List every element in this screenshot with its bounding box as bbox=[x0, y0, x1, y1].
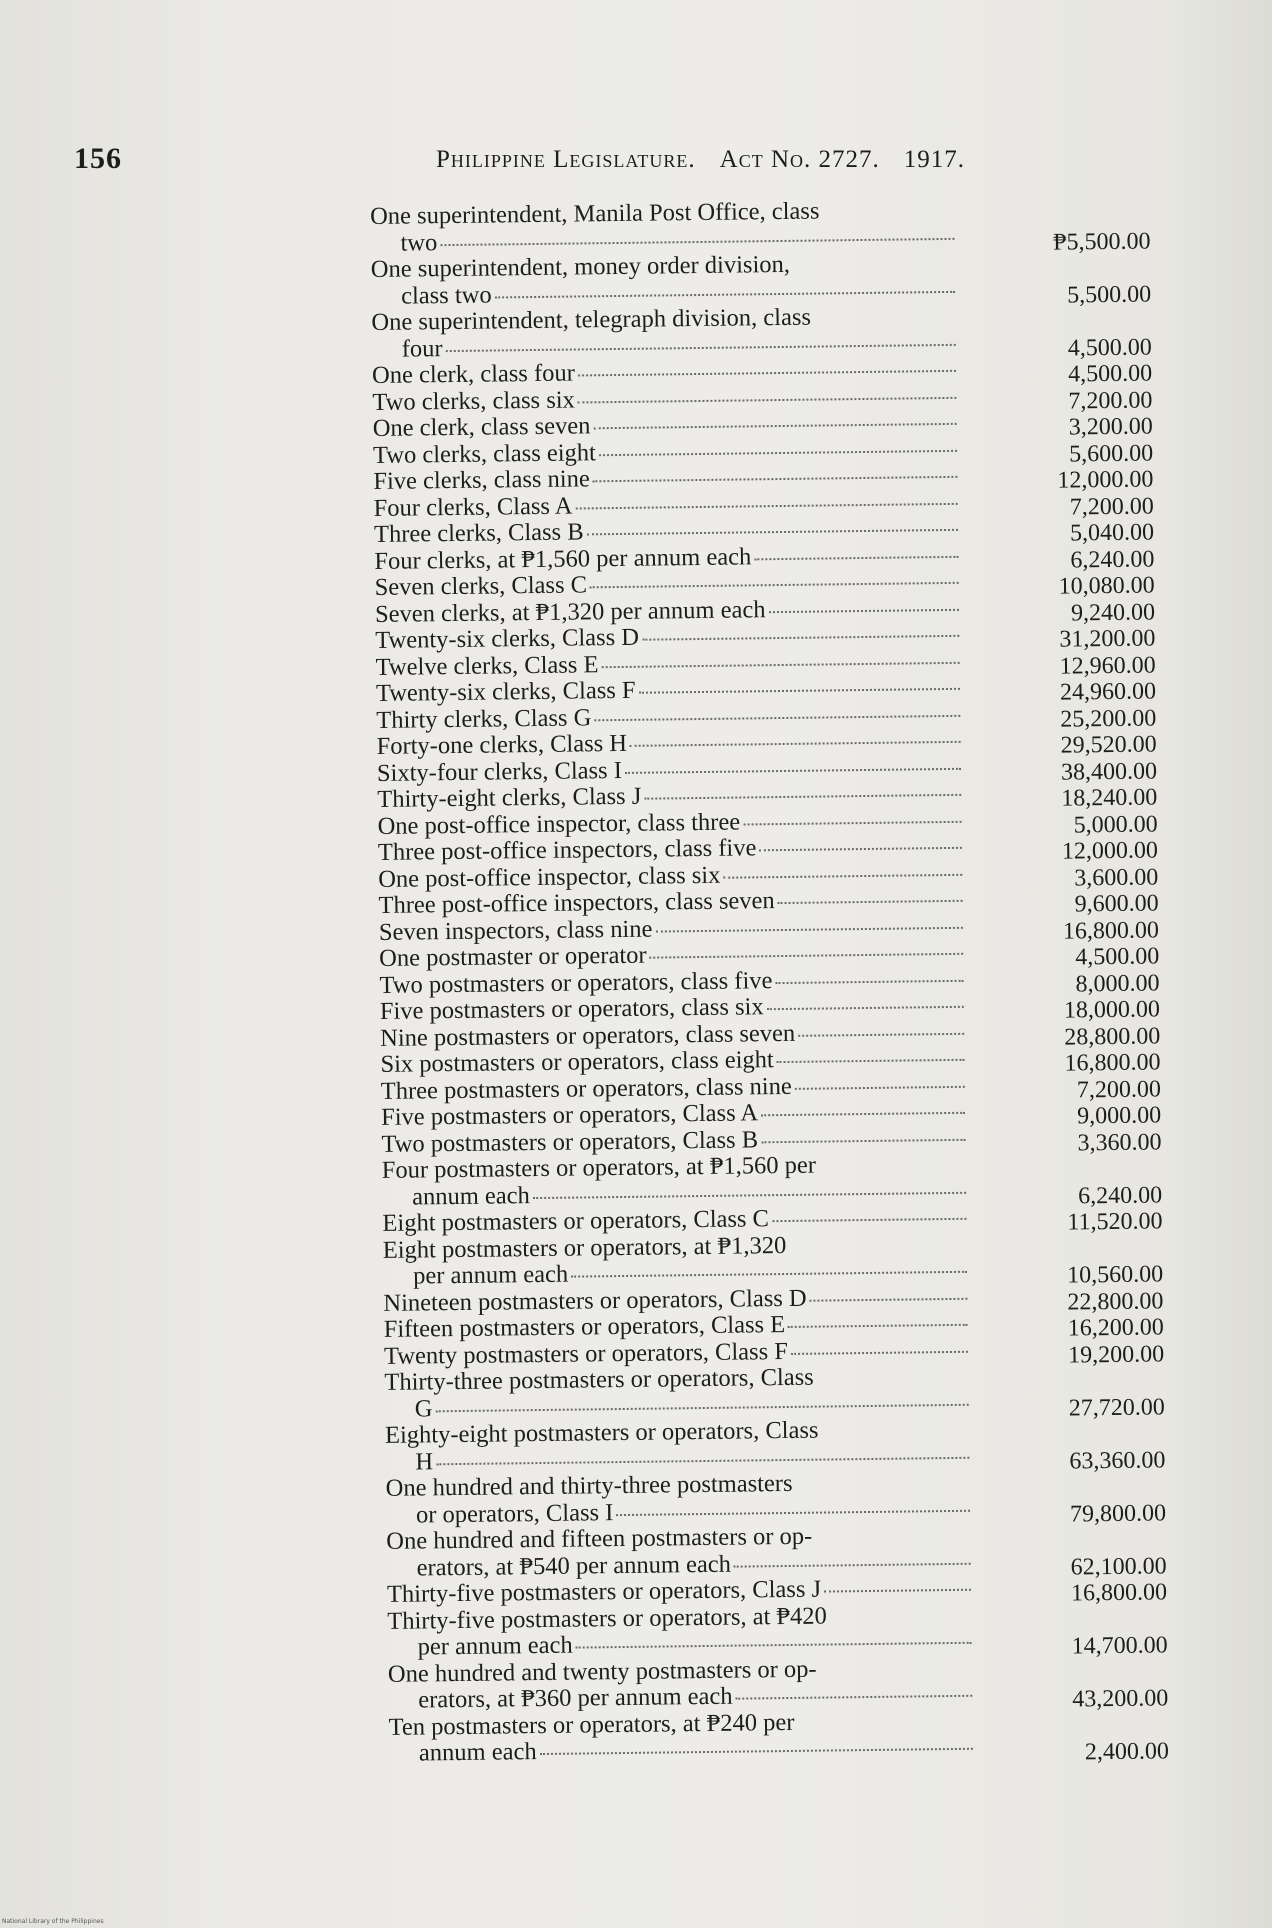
entry-line-text: Twelve clerks, Class E bbox=[375, 650, 599, 681]
entry-line-text: Thirty-eight clerks, Class J bbox=[377, 782, 642, 813]
entry-amount: 12,960.00 bbox=[1059, 651, 1156, 680]
entry-description bbox=[385, 1416, 970, 1476]
dot-leader bbox=[571, 1270, 967, 1278]
entry-line-text: Thirty-three postmasters or operators, Class bbox=[384, 1363, 814, 1396]
dot-leader bbox=[435, 1402, 968, 1412]
entry-row bbox=[388, 1652, 1169, 1715]
entry-amount: 7,200.00 bbox=[1069, 492, 1154, 520]
running-head bbox=[436, 146, 965, 174]
entry-amount: 3,600.00 bbox=[1074, 863, 1159, 891]
entry-description bbox=[371, 303, 956, 363]
entry-amount: 14,700.00 bbox=[1071, 1632, 1168, 1660]
entry-amount: 12,000.00 bbox=[1061, 837, 1159, 865]
entry-line-text: or operators, Class I bbox=[415, 1498, 614, 1529]
entry-line-text: annum each bbox=[418, 1738, 537, 1767]
entry-amount: 28,800.00 bbox=[1064, 1022, 1161, 1051]
dot-leader bbox=[590, 581, 959, 589]
entry-row bbox=[385, 1413, 1166, 1476]
entry-amount: 38,400.00 bbox=[1060, 757, 1158, 786]
entry-line-text: Nine postmasters or operators, class seven bbox=[380, 1019, 796, 1052]
entry-amount: 5,600.00 bbox=[1068, 439, 1154, 467]
page-number: 156 bbox=[74, 142, 122, 175]
entry-description bbox=[370, 197, 955, 257]
entry-line-text: Two postmasters or operators, class five bbox=[379, 966, 773, 999]
entry-amount: 3,360.00 bbox=[1077, 1128, 1162, 1156]
dot-leader bbox=[736, 1694, 973, 1700]
entry-description bbox=[388, 1654, 973, 1714]
dot-leader bbox=[655, 925, 962, 932]
entry-row bbox=[388, 1705, 1169, 1768]
entry-description bbox=[386, 1469, 971, 1529]
entry-line-text: Seven inspectors, class nine bbox=[378, 915, 653, 946]
entry-amount: 8,000.00 bbox=[1075, 969, 1160, 997]
entry-line-text: Twenty-six clerks, Class F bbox=[375, 676, 636, 707]
entry-amount: 16,800.00 bbox=[1064, 1049, 1161, 1077]
dot-leader bbox=[436, 1455, 969, 1465]
entry-line-text: Two postmasters or operators, Class B bbox=[381, 1125, 759, 1158]
entry-line-text: One superintendent, money order division, bbox=[370, 250, 791, 283]
dot-leader bbox=[723, 872, 962, 878]
entry-amount: 4,500.00 bbox=[1075, 943, 1160, 971]
entry-row bbox=[384, 1360, 1165, 1423]
dot-leader bbox=[639, 687, 960, 694]
entry-line-text: One hundred and thirty-three postmasters bbox=[385, 1469, 793, 1502]
entry-line-text: Seven clerks, at ₱1,320 per annum each bbox=[374, 595, 766, 628]
entry-amount: 7,200.00 bbox=[1076, 1075, 1162, 1103]
entry-amount: 6,240.00 bbox=[1070, 545, 1155, 573]
dot-leader bbox=[734, 1561, 971, 1567]
entry-amount: 19,200.00 bbox=[1067, 1340, 1165, 1369]
entry-row bbox=[382, 1148, 1163, 1211]
entry-line-text: Seven clerks, Class C bbox=[374, 571, 588, 601]
entry-line-text: annum each bbox=[411, 1181, 530, 1211]
dot-leader bbox=[772, 1217, 967, 1222]
entry-line-text: One hundred and twenty postmasters or op- bbox=[387, 1655, 817, 1688]
dot-leader bbox=[798, 1031, 964, 1036]
entry-amount: 5,040.00 bbox=[1069, 519, 1155, 547]
entry-description bbox=[388, 1707, 973, 1767]
dot-leader bbox=[795, 1084, 965, 1089]
dot-leader bbox=[578, 395, 957, 403]
dot-leader bbox=[778, 899, 963, 904]
entry-line-text: Four clerks, at ₱1,560 per annum each bbox=[374, 542, 752, 575]
dot-leader bbox=[767, 1005, 964, 1010]
dot-leader bbox=[594, 713, 960, 720]
entry-line-text: Five clerks, class nine bbox=[373, 465, 590, 495]
entry-amount: 5,500.00 bbox=[1067, 280, 1152, 308]
entry-line-text: Six postmasters or operators, class eight bbox=[380, 1046, 774, 1078]
entry-description bbox=[371, 250, 956, 310]
entry-line-text: Thirty-five postmasters or operators, Class J bbox=[386, 1575, 822, 1608]
entry-line-text: Four postmasters or operators, at ₱1,560 per bbox=[381, 1151, 817, 1184]
entry-line-text: One postmaster or operator bbox=[379, 941, 647, 972]
entry-line-text: Three postmasters or operators, class nine bbox=[380, 1072, 792, 1105]
dot-leader bbox=[642, 634, 959, 641]
entry-amount: 24,960.00 bbox=[1059, 678, 1157, 706]
dot-leader bbox=[630, 740, 961, 747]
entry-line-text: Nineteen postmasters or operators, Class D bbox=[383, 1284, 807, 1317]
dot-leader bbox=[824, 1588, 971, 1593]
dot-leader bbox=[761, 1137, 965, 1142]
entry-line-text: One clerk, class four bbox=[371, 359, 575, 389]
entry-amount: 22,800.00 bbox=[1067, 1287, 1164, 1316]
entry-line-text: Two clerks, class six bbox=[372, 386, 575, 416]
dot-leader bbox=[791, 1349, 968, 1354]
dot-leader bbox=[495, 289, 956, 298]
entry-amount: 43,200.00 bbox=[1072, 1685, 1169, 1713]
entry-amount: 16,800.00 bbox=[1062, 916, 1160, 945]
entry-line-text: Five postmasters or operators, Class A bbox=[380, 1099, 759, 1131]
dot-leader bbox=[743, 819, 961, 825]
running-head-title: Philippine Legislature. bbox=[436, 146, 696, 173]
dot-leader bbox=[761, 1111, 965, 1116]
entry-description bbox=[382, 1151, 967, 1211]
entry-amount: 10,080.00 bbox=[1058, 572, 1155, 600]
entry-amount: 9,600.00 bbox=[1074, 890, 1159, 918]
entry-amount: 12,000.00 bbox=[1057, 466, 1154, 494]
entry-line-text: One superintendent, telegraph division, class bbox=[371, 303, 812, 336]
entry-line bbox=[389, 1734, 973, 1768]
entry-amount: 62,100.00 bbox=[1070, 1552, 1167, 1581]
entry-line-text: One hundred and fifteen postmasters or op- bbox=[386, 1522, 813, 1555]
dot-leader bbox=[788, 1323, 968, 1328]
entry-line-text: Twenty-six clerks, Class D bbox=[375, 623, 640, 654]
entry-row bbox=[383, 1228, 1164, 1291]
entry-description bbox=[383, 1230, 968, 1290]
scan-credit: National Library of the Philippines bbox=[2, 1918, 104, 1925]
entry-line-text: Three post-office inspectors, class seven bbox=[378, 887, 775, 919]
entry-amount: 31,200.00 bbox=[1059, 625, 1156, 653]
dot-leader bbox=[616, 1508, 970, 1515]
running-head-act: Act No. 2727. bbox=[719, 146, 880, 173]
entry-amount: 27,720.00 bbox=[1068, 1393, 1165, 1422]
dot-leader bbox=[593, 475, 958, 482]
running-head-year: 1917. bbox=[903, 146, 966, 173]
entry-line-text: per annum each bbox=[417, 1631, 573, 1661]
entry-amount: 9,000.00 bbox=[1077, 1102, 1162, 1130]
entry-amount: 11,520.00 bbox=[1067, 1208, 1163, 1236]
entry-amount: ₱5,500.00 bbox=[1052, 227, 1151, 256]
entry-line-text: Thirty clerks, Class G bbox=[376, 703, 592, 734]
entry-amount: 16,800.00 bbox=[1070, 1579, 1168, 1607]
dot-leader bbox=[769, 607, 959, 612]
entry-line-text: One post-office inspector, class six bbox=[378, 861, 721, 893]
dot-leader bbox=[578, 369, 956, 377]
dot-leader bbox=[587, 528, 958, 536]
entry-line-text: Fifteen postmasters or operators, Class E bbox=[383, 1311, 786, 1343]
entry-row bbox=[386, 1519, 1167, 1582]
appropriation-list bbox=[370, 194, 1169, 1767]
entry-line-text: Five postmasters or operators, class six bbox=[379, 993, 764, 1025]
entry-line-text: One post-office inspector, class three bbox=[377, 808, 741, 840]
entry-row bbox=[386, 1466, 1167, 1529]
entry-amount: 3,200.00 bbox=[1068, 413, 1153, 441]
dot-leader bbox=[625, 766, 961, 773]
entry-amount: 29,520.00 bbox=[1060, 731, 1157, 759]
entry-line-text: four bbox=[401, 334, 443, 363]
entry-line-text: erators, at ₱360 per annum each bbox=[418, 1682, 733, 1714]
entry-description bbox=[384, 1363, 969, 1423]
entry-amount: 63,360.00 bbox=[1069, 1446, 1166, 1475]
entry-row bbox=[371, 300, 1152, 363]
entry-line-text: One clerk, class seven bbox=[372, 412, 591, 442]
dot-leader bbox=[601, 660, 959, 667]
entry-line-text: Eighty-eight postmasters or operators, Class bbox=[384, 1416, 819, 1449]
dot-leader bbox=[599, 448, 957, 455]
entry-line-text: H bbox=[415, 1447, 434, 1476]
entry-line-text: G bbox=[414, 1394, 433, 1423]
entry-row bbox=[387, 1599, 1168, 1662]
dot-leader bbox=[650, 952, 964, 959]
entry-amount: 4,500.00 bbox=[1067, 360, 1153, 388]
dot-leader bbox=[754, 554, 958, 559]
entry-amount: 7,200.00 bbox=[1068, 386, 1153, 414]
entry-line-text: One superintendent, Manila Post Office, class bbox=[369, 197, 820, 230]
entry-line-text: two bbox=[400, 228, 438, 257]
entry-line-text: per annum each bbox=[412, 1260, 569, 1290]
dot-leader bbox=[576, 1641, 972, 1649]
dot-leader bbox=[759, 846, 962, 851]
dot-leader bbox=[810, 1296, 968, 1301]
dot-leader bbox=[644, 793, 961, 800]
dot-leader bbox=[777, 1058, 965, 1063]
entry-line-text: Eight postmasters or operators, Class C bbox=[382, 1205, 770, 1237]
entry-amount: 16,200.00 bbox=[1067, 1314, 1164, 1342]
entry-description bbox=[386, 1522, 971, 1582]
entry-amount: 18,240.00 bbox=[1061, 784, 1158, 812]
entry-amount: 18,000.00 bbox=[1063, 996, 1161, 1024]
entry-row bbox=[371, 247, 1152, 310]
entry-amount: 5,000.00 bbox=[1073, 810, 1158, 838]
entry-line-text: Sixty-four clerks, Class I bbox=[376, 756, 623, 787]
entry-amount: 4,500.00 bbox=[1067, 333, 1152, 361]
entry-amount: 25,200.00 bbox=[1060, 704, 1157, 733]
entry-line-text: Four clerks, Class A bbox=[373, 492, 573, 522]
entry-line-text: Three clerks, Class B bbox=[373, 518, 584, 548]
dot-leader bbox=[533, 1190, 966, 1198]
entry-line-text: Ten postmasters or operators, at ₱240 per bbox=[388, 1708, 795, 1741]
dot-leader bbox=[775, 978, 963, 983]
dot-leader bbox=[575, 501, 957, 509]
dot-leader bbox=[593, 422, 956, 429]
entry-line-text: Thirty-five postmasters or operators, at ₱420 bbox=[387, 1602, 827, 1635]
entry-line-text: Three post-office inspectors, class five bbox=[377, 834, 757, 866]
entry-line-text: Twenty postmasters or operators, Class F bbox=[383, 1337, 789, 1370]
entry-row bbox=[370, 194, 1151, 257]
entry-line-text: Eight postmasters or operators, at ₱1,320 bbox=[382, 1231, 787, 1264]
dot-leader bbox=[440, 236, 954, 245]
entry-amount: 6,240.00 bbox=[1078, 1181, 1163, 1209]
dot-leader bbox=[540, 1747, 973, 1755]
entry-line-text: Forty-one clerks, Class H bbox=[376, 729, 628, 760]
entry-amount: 2,400.00 bbox=[1084, 1738, 1170, 1766]
entry-amount: 9,240.00 bbox=[1070, 598, 1156, 626]
entry-line-text: class two bbox=[400, 281, 492, 310]
dot-leader bbox=[446, 342, 956, 351]
entry-description bbox=[387, 1601, 972, 1661]
entry-amount: 79,800.00 bbox=[1069, 1499, 1167, 1528]
entry-line-text: Two clerks, class eight bbox=[372, 438, 597, 469]
entry-amount: 10,560.00 bbox=[1066, 1261, 1164, 1289]
entry-line-text: erators, at ₱540 per annum each bbox=[416, 1550, 732, 1582]
